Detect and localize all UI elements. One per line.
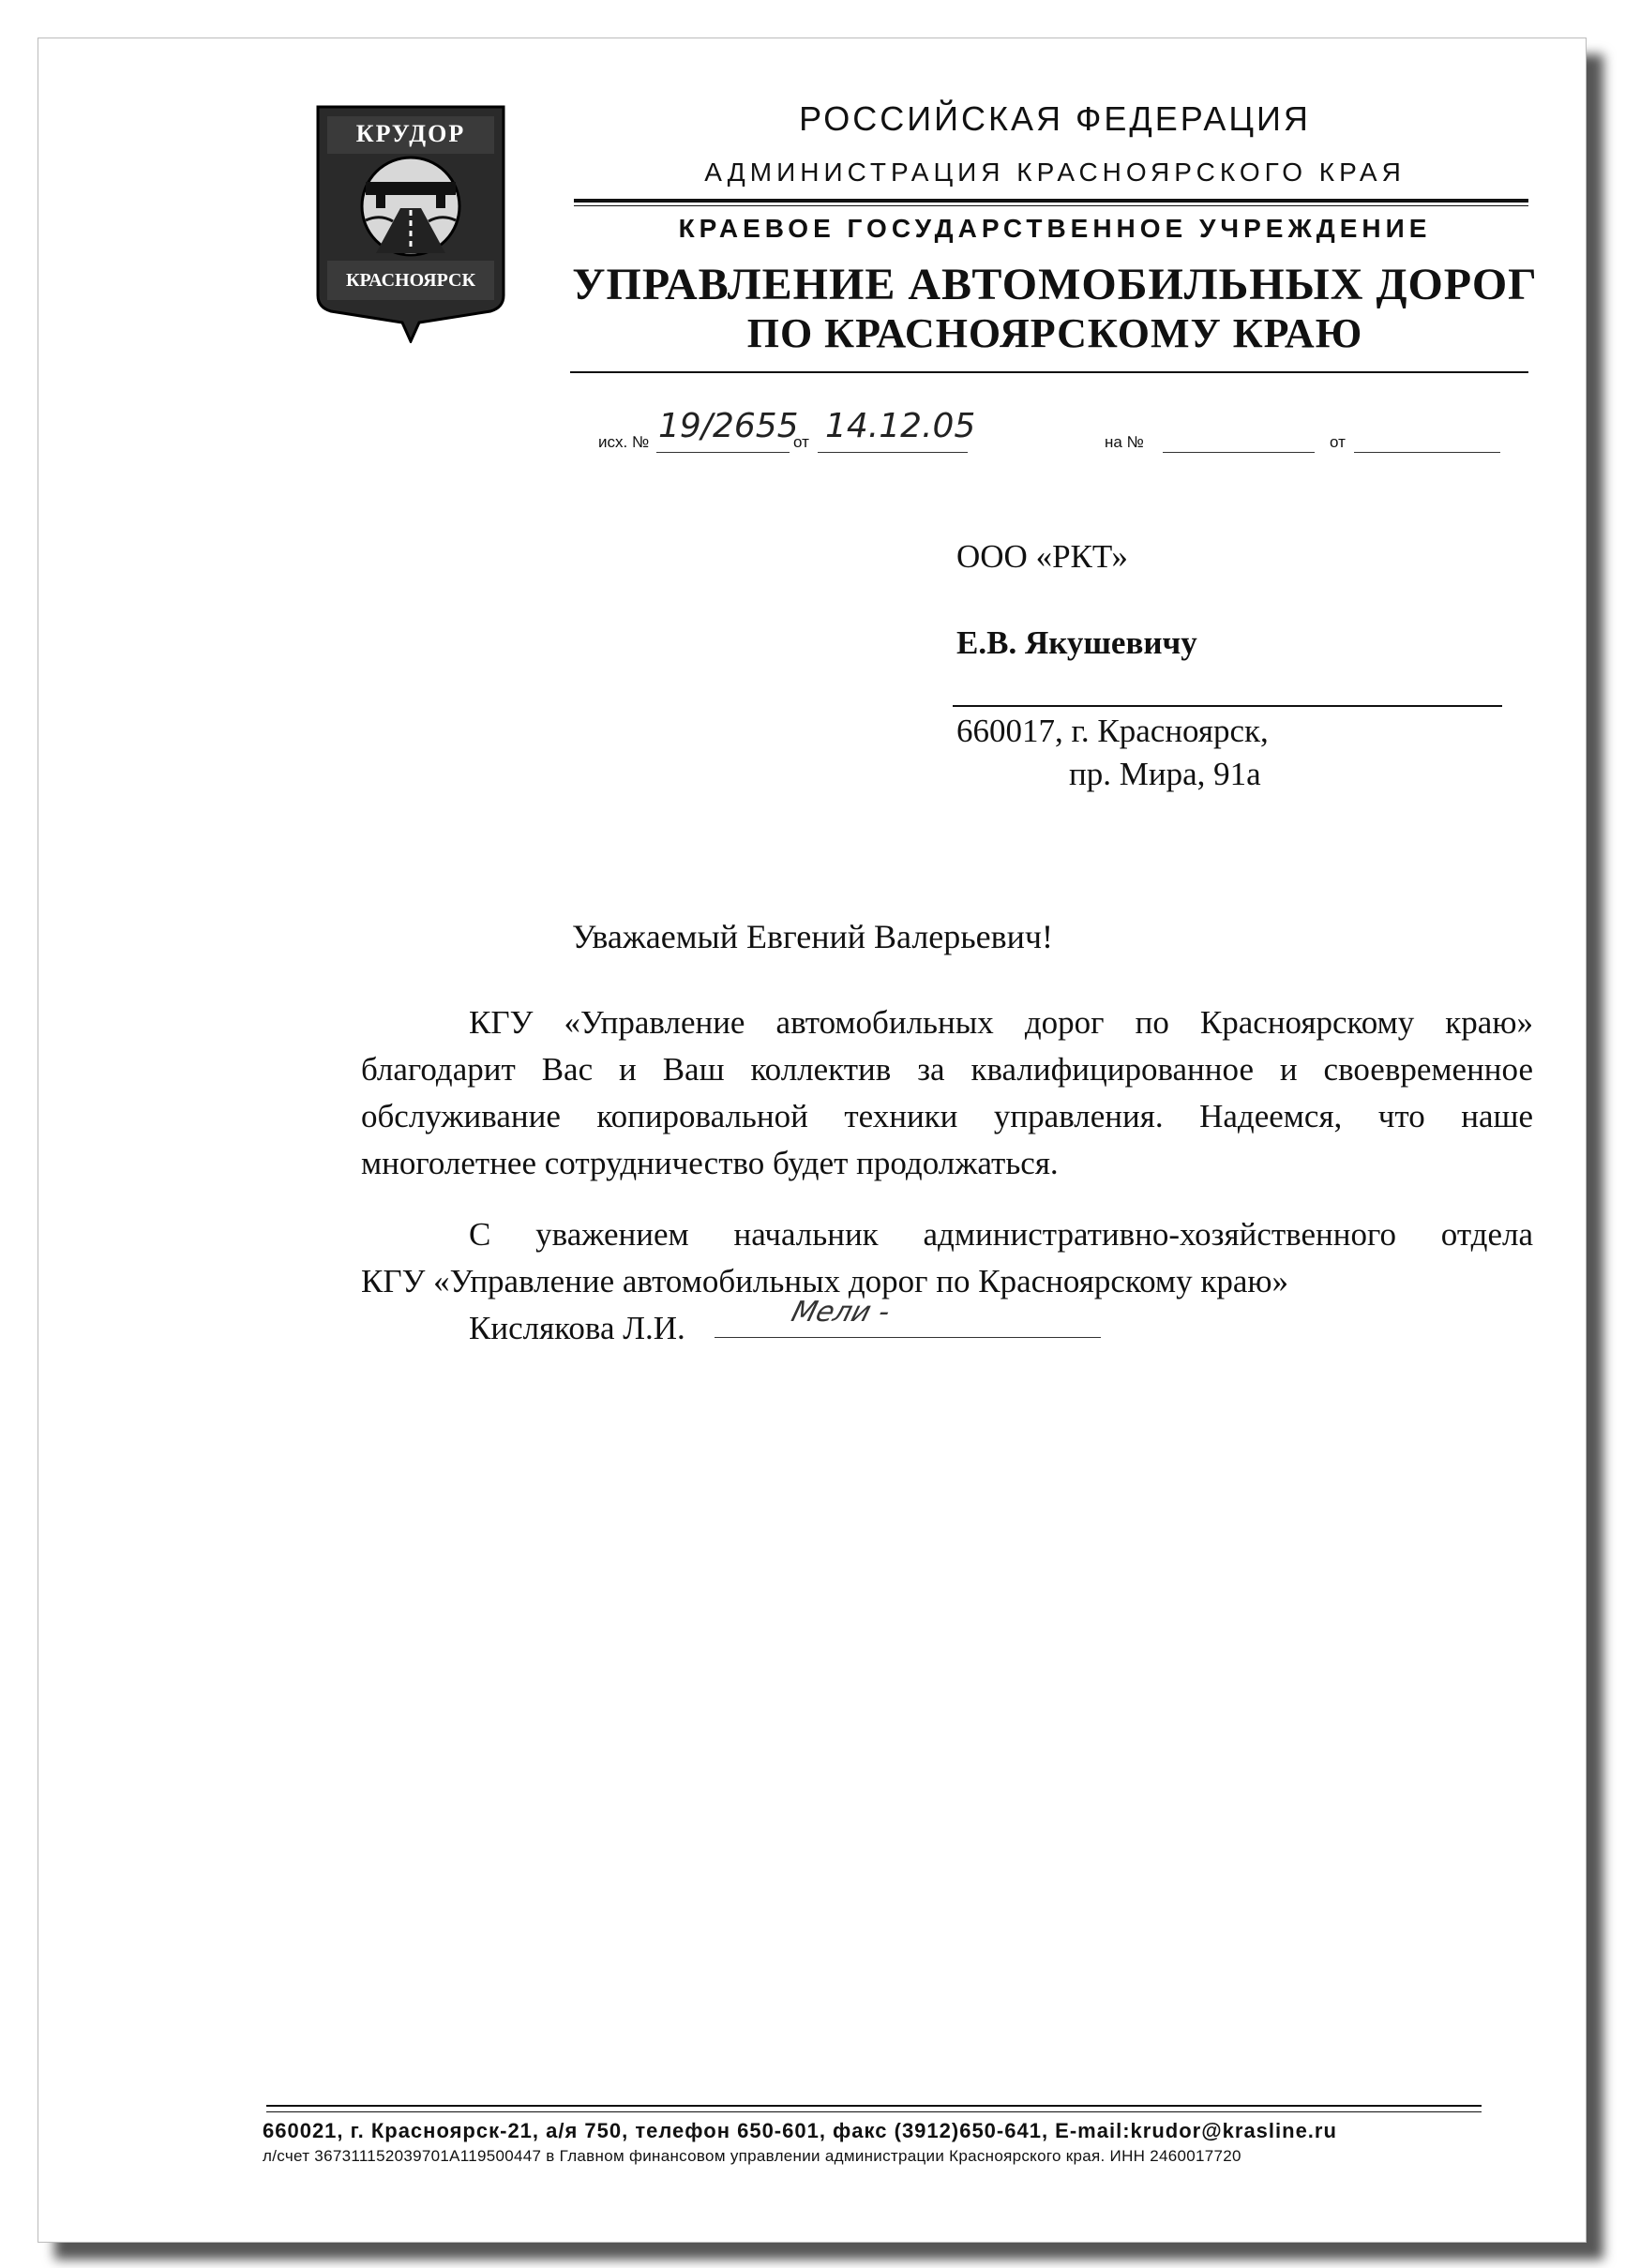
closing-line2: КГУ «Управление автомобильных дорог по Красноярскому краю»	[361, 1263, 1289, 1299]
out-date-label: от	[793, 433, 809, 451]
emblem-top-word: КРУДОР	[355, 120, 466, 147]
in-number-line	[1163, 452, 1315, 453]
in-number-label: на №	[1105, 433, 1144, 451]
addressee-address-line2: пр. Мира, 91а	[1069, 756, 1261, 792]
in-date-label: от	[1330, 433, 1346, 451]
out-date-line	[818, 452, 968, 453]
header-org-line1: УПРАВЛЕНИЕ АВТОМОБИЛЬНЫХ ДОРОГ	[572, 260, 1538, 309]
out-number-value: 19/2655	[658, 407, 799, 445]
out-number-line	[656, 452, 790, 453]
signer-name: Кислякова Л.И.	[469, 1310, 685, 1346]
signature-line	[715, 1337, 1101, 1338]
header-rule-top-thin	[574, 205, 1528, 206]
addressee-company: ООО «РКТ»	[956, 538, 1128, 575]
letter-paragraph: КГУ «Управление автомобильных дорог по Красноярскому краю» благодарит Вас и Ваш коллектив за квалифицированное и своевременное обслуживание копировальной техники управления. Надеемся, что наше многолетнее сотрудничество будет продолжаться.	[361, 1004, 1533, 1181]
addressee-address-line1: 660017, г. Красноярск,	[956, 713, 1269, 749]
footer-rule-thick	[266, 2105, 1482, 2107]
out-number-label: исх. №	[598, 433, 650, 451]
header-administration: АДМИНИСТРАЦИЯ КРАСНОЯРСКОГО КРАЯ	[704, 158, 1406, 187]
addressee-person: Е.В. Якушевичу	[956, 624, 1197, 661]
header-country: РОССИЙСКАЯ ФЕДЕРАЦИЯ	[799, 99, 1311, 138]
footer-bank-details: л/счет 367311152039701А119500447 в Главном финансовом управлении администрации Красноярского края. ИНН 2460017720	[263, 2147, 1241, 2165]
footer-rule-thin	[266, 2111, 1482, 2112]
addressee-rule	[953, 705, 1502, 707]
footer-contacts: 660021, г. Красноярск-21, а/я 750, телефон 650-601, факс (3912)650-641, E-mail:krudor@krasline.ru	[263, 2119, 1337, 2142]
closing-line1: С уважением начальник административно-хозяйственного отдела	[469, 1216, 1533, 1253]
header-org-line2: ПО КРАСНОЯРСКОМУ КРАЮ	[746, 310, 1363, 356]
header-institution-type: КРАЕВОЕ ГОСУДАРСТВЕННОЕ УЧРЕЖДЕНИЕ	[678, 214, 1432, 243]
handwritten-signature: Мели -	[788, 1296, 895, 1329]
header-rule-bottom	[570, 371, 1528, 373]
krudor-emblem	[314, 103, 507, 343]
emblem-bottom-word: КРАСНОЯРСК	[345, 270, 476, 291]
header-rule-top	[574, 199, 1528, 203]
out-date-value: 14.12.05	[825, 407, 976, 445]
salutation: Уважаемый Евгений Валерьевич!	[571, 918, 1054, 955]
in-date-line	[1354, 452, 1500, 453]
